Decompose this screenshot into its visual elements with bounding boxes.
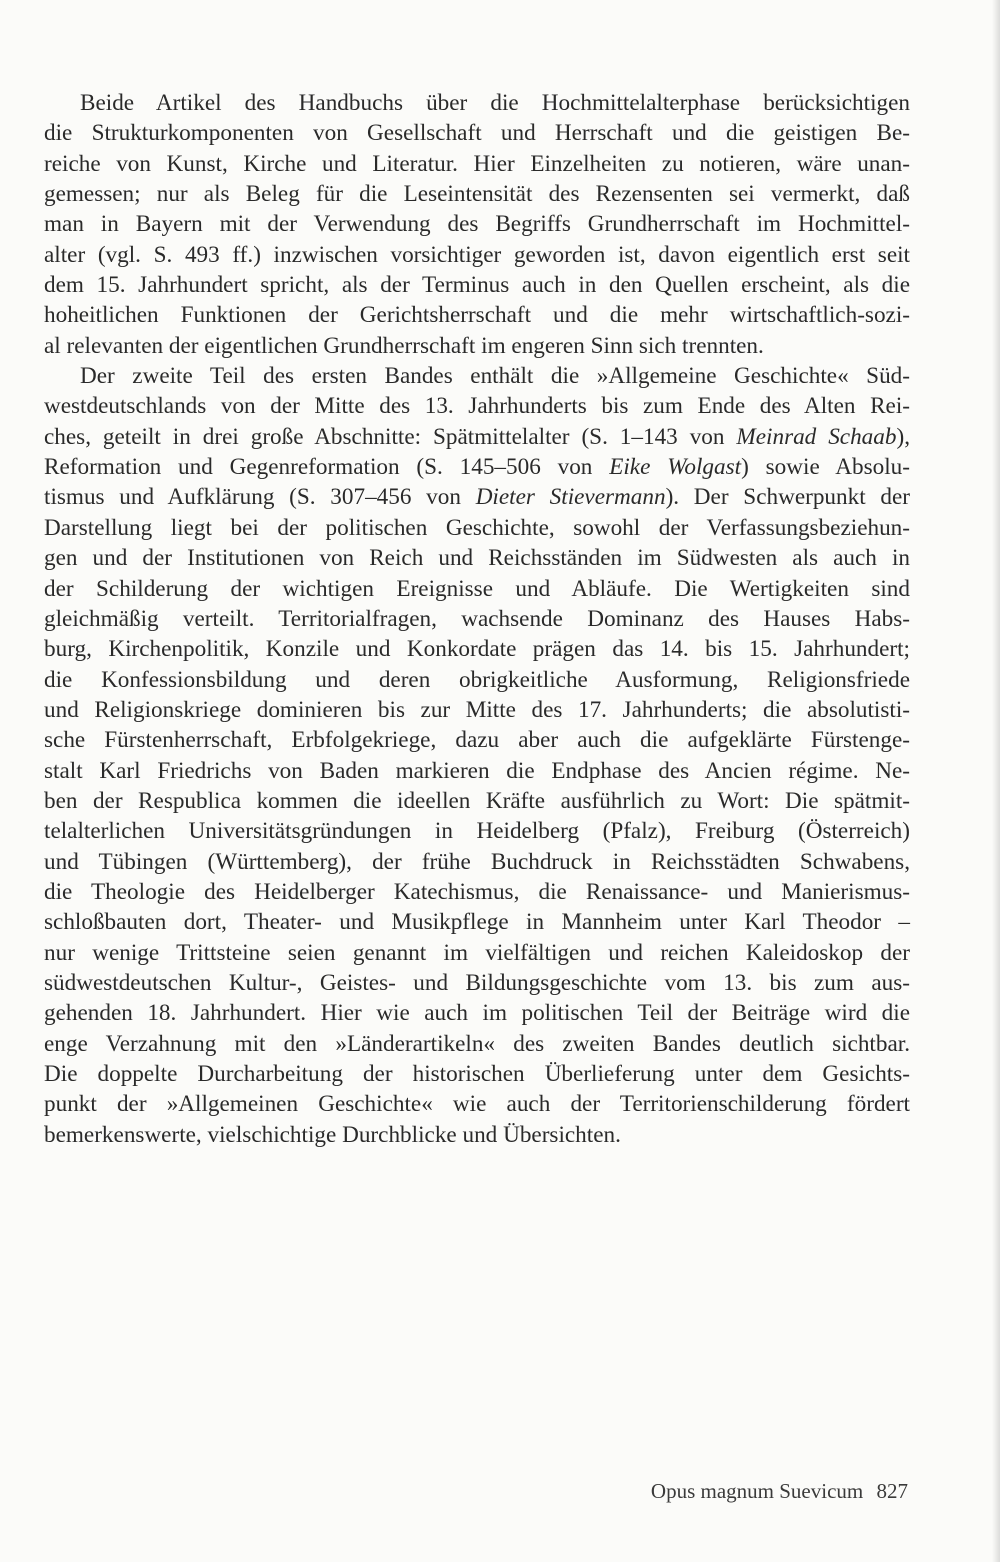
- running-title: Opus magnum Suevicum: [650, 1479, 864, 1503]
- page-edge-shadow: [992, 0, 1000, 1562]
- text-line: ben der Respublica kommen die ideellen Kräfte ausführlich zu Wort: Die spätmit-: [44, 787, 910, 814]
- text-line: gemessen; nur als Beleg für die Leseintensität des Rezensenten sei vermerkt, daß: [44, 181, 910, 208]
- text-line: gen und der Institutionen von Reich und Reichsständen im Südwesten als auch in: [44, 545, 910, 572]
- text-line: der Schilderung der wichtigen Ereignisse und Abläufe. Die Wertigkeiten sind: [44, 575, 910, 602]
- text-line: westdeutschlands von der Mitte des 13. Jahrhunderts bis zum Ende des Alten Rei-: [44, 393, 910, 420]
- author-name: Meinrad Schaab: [736, 423, 897, 450]
- text-line: gleichmäßig verteilt. Territorialfragen, wachsende Dominanz des Hauses Habs-: [44, 605, 910, 632]
- text-line: und Tübingen (Württemberg), der frühe Buchdruck in Reichsstädten Schwabens,: [44, 848, 910, 875]
- text-line: gehenden 18. Jahrhundert. Hier wie auch im politischen Teil der Beiträge wird die: [44, 1000, 910, 1027]
- text-line: man in Bayern mit der Verwendung des Begriffs Grundherrschaft im Hochmittel-: [44, 211, 910, 238]
- text-line: schloßbauten dort, Theater- und Musikpflege in Mannheim unter Karl Theodor –: [44, 909, 910, 936]
- text-segment: ) sowie Absolu-: [741, 454, 910, 481]
- page-number: 827: [876, 1479, 908, 1503]
- text-line: dem 15. Jahrhundert spricht, als der Terminus auch in den Quellen erscheint, als die: [44, 272, 910, 299]
- body-text: [44, 88, 910, 1150]
- text-segment: ),: [896, 423, 910, 450]
- author-name: Eike Wolgast: [609, 454, 742, 481]
- text-line: bemerkenswerte, vielschichtige Durchblicke und Übersichten.: [44, 1121, 621, 1148]
- text-line: al relevanten der eigentlichen Grundherrschaft im engeren Sinn sich trennten.: [44, 332, 764, 359]
- text-segment: ). Der Schwerpunkt der: [665, 484, 910, 511]
- text-line: [44, 452, 910, 482]
- text-segment: ches, geteilt in drei große Abschnitte: Spätmittelalter (S. 1–143 von: [44, 423, 737, 450]
- text-line: alter (vgl. S. 493 ff.) inzwischen vorsichtiger geworden ist, davon eigentlich erst seit: [44, 241, 910, 268]
- text-line: stalt Karl Friedrichs von Baden markieren die Endphase des Ancien régime. Ne-: [44, 757, 910, 784]
- text-line: enge Verzahnung mit den »Länderartikeln« des zweiten Bandes deutlich sichtbar.: [44, 1030, 910, 1057]
- text-line: Der zweite Teil des ersten Bandes enthält die »Allgemeine Geschichte« Süd-: [80, 363, 910, 390]
- text-line: punkt der »Allgemeinen Geschichte« wie auch der Territorienschilderung fördert: [44, 1091, 910, 1118]
- text-line: die Strukturkomponenten von Gesellschaft und Herrschaft und die geistigen Be-: [44, 120, 910, 147]
- text-line: hoheitlichen Funktionen der Gerichtsherrschaft und die mehr wirtschaftlich-sozi-: [44, 302, 910, 329]
- page-footer: [651, 1479, 908, 1504]
- text-line: nur wenige Trittsteine seien genannt im vielfältigen und reichen Kaleidoskop der: [44, 939, 910, 966]
- text-line: Darstellung liegt bei der politischen Geschichte, sowohl der Verfassungsbeziehun-: [44, 514, 910, 541]
- text-line: südwestdeutschen Kultur-, Geistes- und Bildungsgeschichte vom 13. bis zum aus-: [44, 969, 910, 996]
- text-line: [44, 422, 910, 452]
- paragraph-1: [44, 88, 910, 361]
- text-line: die Theologie des Heidelberger Katechismus, die Renaissance- und Manierismus-: [44, 878, 910, 905]
- text-line: burg, Kirchenpolitik, Konzile und Konkordate prägen das 14. bis 15. Jahrhundert;: [44, 636, 910, 663]
- text-line: und Religionskriege dominieren bis zur Mitte des 17. Jahrhunderts; die absolutisti-: [44, 696, 910, 723]
- author-name: Dieter Stievermann: [475, 484, 666, 511]
- text-line: sche Fürstenherrschaft, Erbfolgekriege, dazu aber auch die aufgeklärte Fürstenge-: [44, 727, 910, 754]
- text-line: Beide Artikel des Handbuchs über die Hochmittelalterphase berücksichtigen: [80, 90, 910, 116]
- text-line: reiche von Kunst, Kirche und Literatur. Hier Einzelheiten zu notieren, wäre unan-: [44, 150, 910, 177]
- text-segment: Reformation und Gegenreformation (S. 145–506 von: [44, 454, 610, 481]
- text-line: telalterlichen Universitätsgründungen in Heidelberg (Pfalz), Freiburg (Österreich): [44, 818, 910, 845]
- text-line: [44, 482, 910, 512]
- text-line: die Konfessionsbildung und deren obrigkeitliche Ausformung, Religionsfriede: [44, 666, 910, 693]
- text-line: Die doppelte Durcharbeitung der historischen Überlieferung unter dem Gesichts-: [44, 1061, 910, 1087]
- text-segment: tismus und Aufklärung (S. 307–456 von: [44, 484, 476, 511]
- paragraph-2: [44, 361, 910, 1150]
